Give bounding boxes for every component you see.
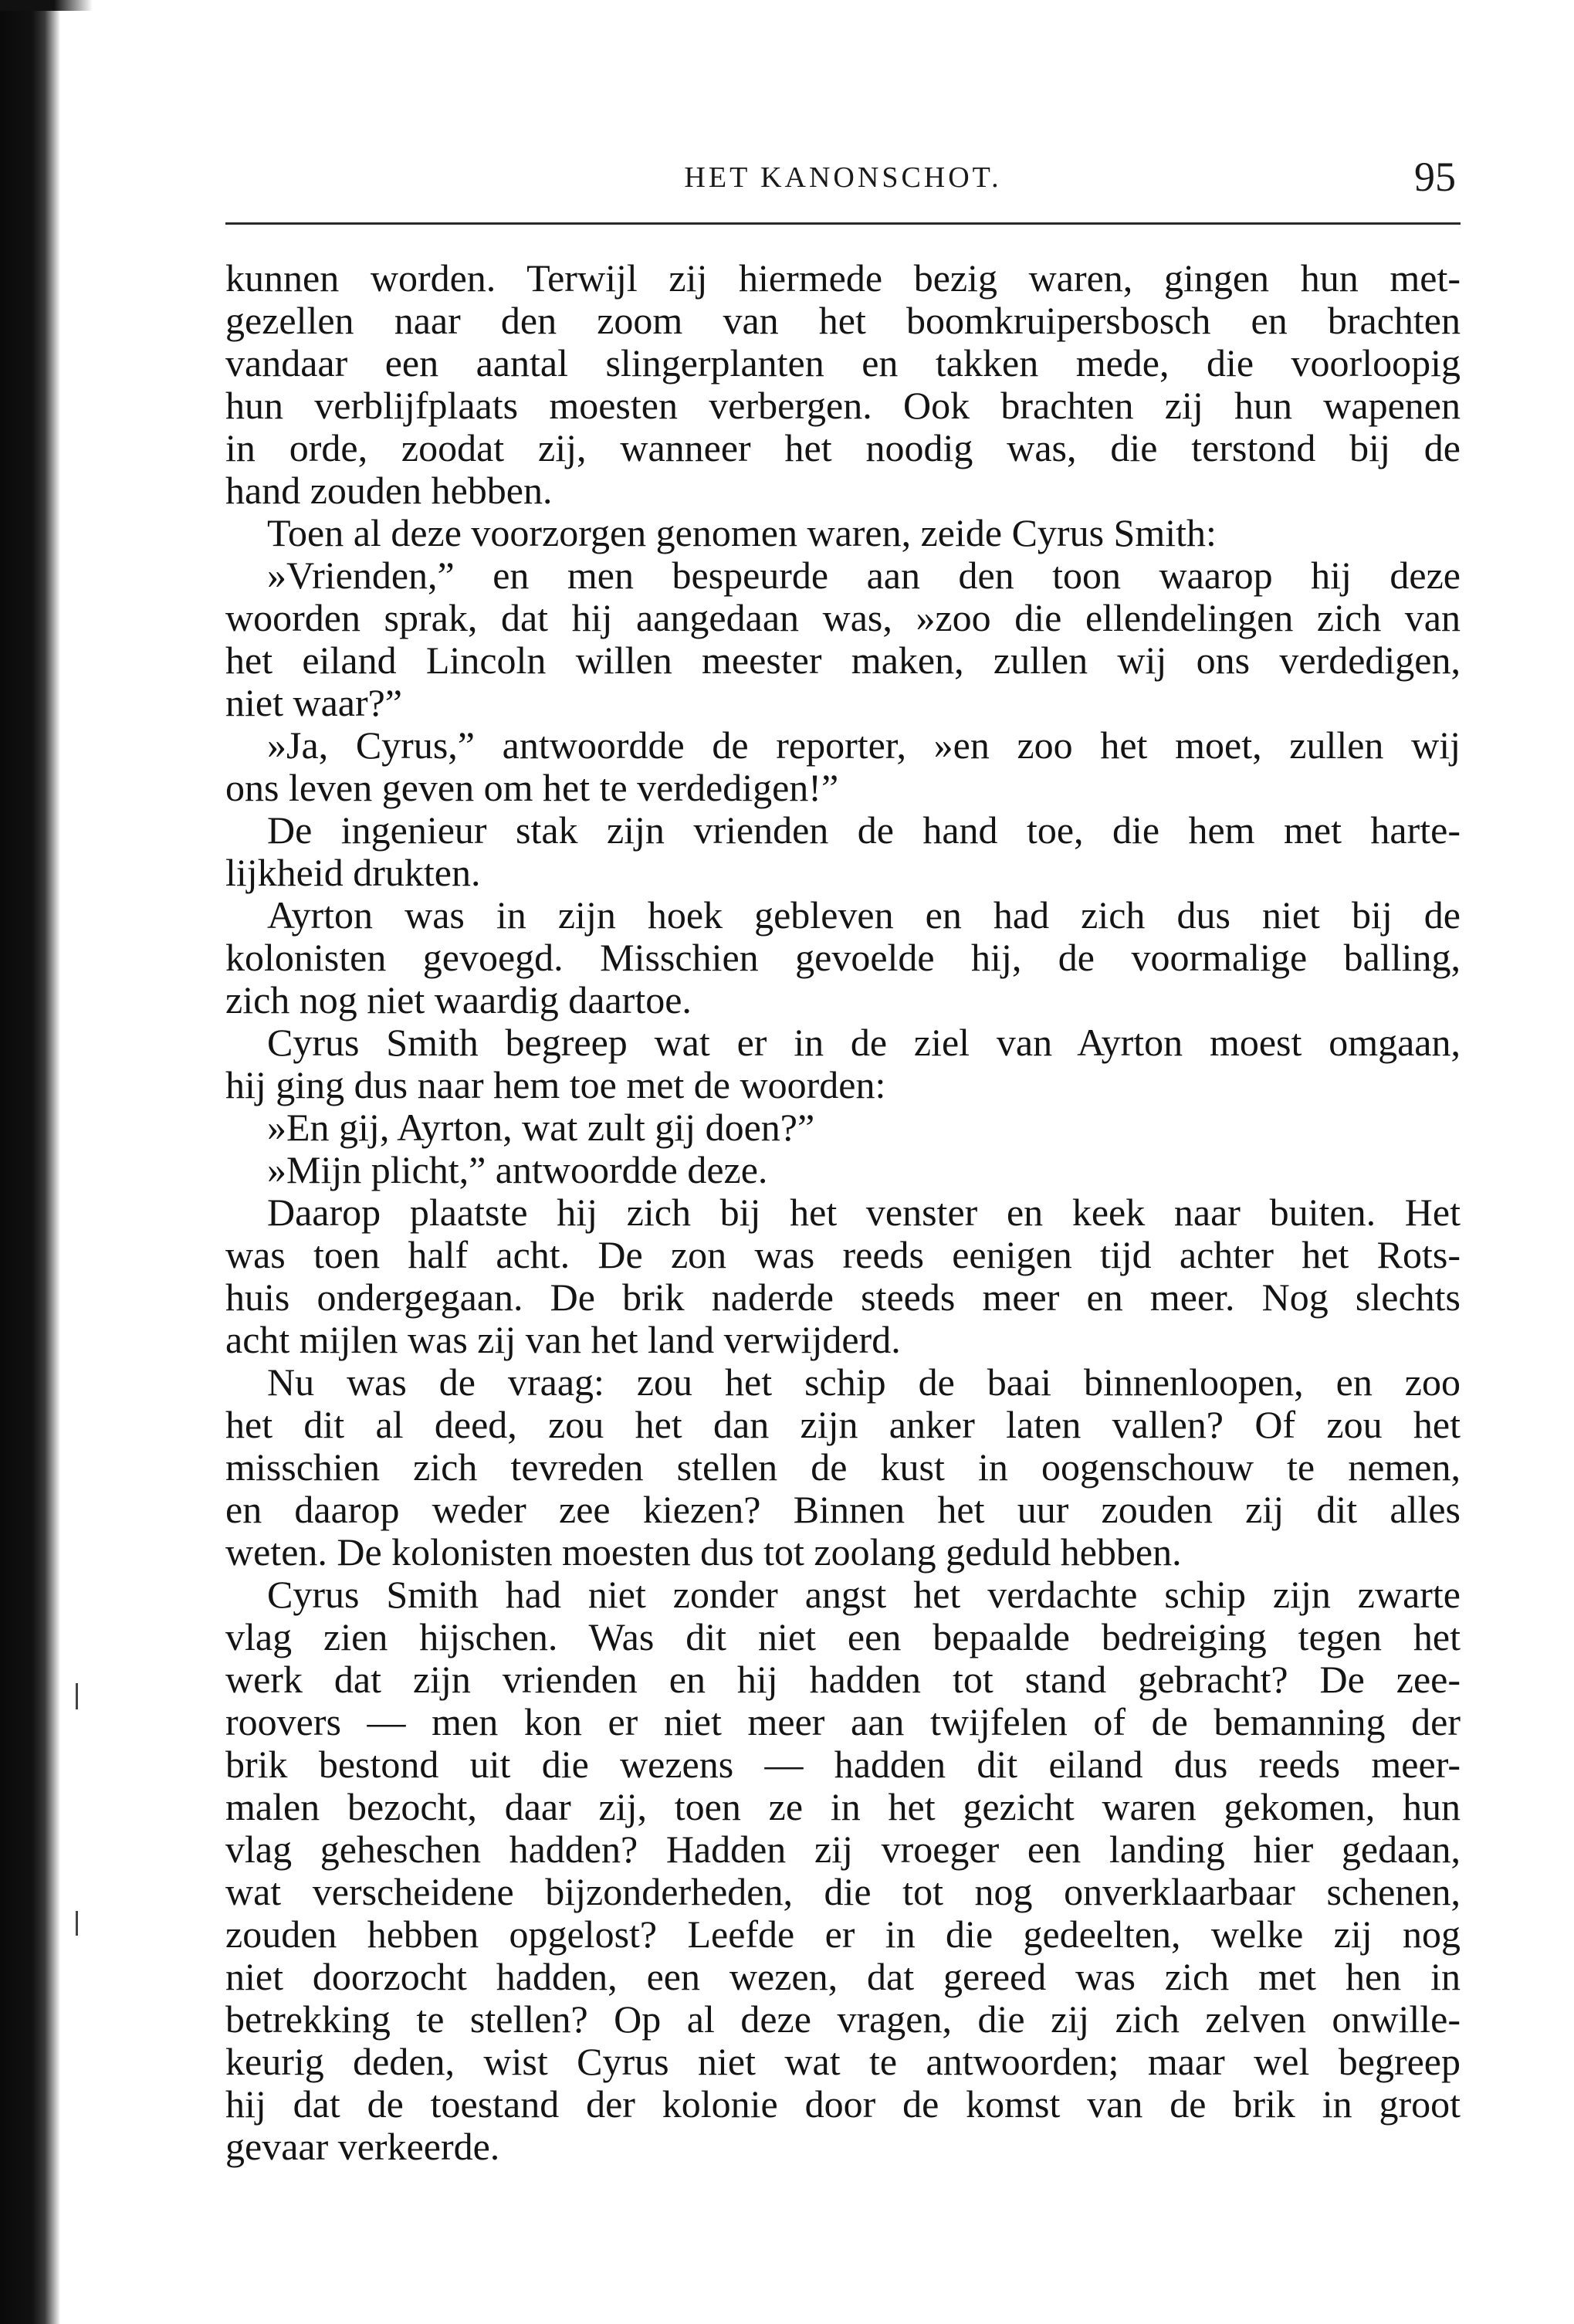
text-line: ons leven geven om het te verdedigen!”: [225, 766, 839, 809]
text-line: keurig deden, wist Cyrus niet wat te antwoorden; maar wel begreep: [225, 2040, 1461, 2083]
text-line: Cyrus Smith begreep wat er in de ziel van Ayrton moest omgaan,: [267, 1021, 1461, 1064]
text-line: malen bezocht, daar zij, toen ze in het gezicht waren gekomen, hun: [225, 1785, 1461, 1828]
text-line: Toen al deze voorzorgen genomen waren, zeide Cyrus Smith:: [267, 511, 1217, 554]
text-line: zouden hebben opgelost? Leefde er in die gedeelten, welke zij nog: [225, 1912, 1461, 1956]
text-line: betrekking te stellen? Op al deze vragen, die zij zich zelven onwille-: [225, 1997, 1461, 2041]
text-line: niet doorzocht hadden, een wezen, dat gereed was zich met hen in: [225, 1955, 1461, 1998]
text-line: was toen half acht. De zon was reeds eenigen tijd achter het Rots-: [225, 1233, 1461, 1276]
text-line: Cyrus Smith had niet zonder angst het verdachte schip zijn zwarte: [267, 1573, 1461, 1616]
text-line: gevaar verkeerde.: [225, 2125, 500, 2168]
text-line: kunnen worden. Terwijl zij hiermede bezig waren, gingen hun met-: [225, 256, 1461, 300]
text-line: niet waar?”: [225, 681, 403, 724]
text-line: roovers — men kon er niet meer aan twijfelen of de bemanning der: [225, 1700, 1461, 1743]
text-line: brik bestond uit die wezens — hadden dit eiland dus reeds meer-: [225, 1743, 1461, 1786]
text-line: vlag geheschen hadden? Hadden zij vroeger een landing hier gedaan,: [225, 1828, 1461, 1871]
text-line: Ayrton was in zijn hoek gebleven en had zich dus niet bij de: [267, 893, 1461, 937]
text-line: De ingenieur stak zijn vrienden de hand toe, die hem met harte-: [267, 808, 1461, 852]
text-line: hij dat de toestand der kolonie door de komst van de brik in groot: [225, 2082, 1461, 2126]
text-line: in orde, zoodat zij, wanneer het noodig was, die terstond bij de: [225, 426, 1461, 469]
text-line: wat verscheidene bijzonderheden, die tot nog onverklaarbaar schenen,: [225, 1870, 1461, 1913]
text-line: misschien zich tevreden stellen de kust in oogenschouw te nemen,: [225, 1445, 1461, 1489]
text-line: »Vrienden,” en men bespeurde aan den toon waarop hij deze: [267, 554, 1461, 597]
text-line: zich nog niet waardig daartoe.: [225, 978, 692, 1021]
text-line: werk dat zijn vrienden en hij hadden tot stand gebracht? De zee-: [225, 1658, 1461, 1701]
text-line: en daarop weder zee kiezen? Binnen het uur zouden zij dit alles: [225, 1488, 1461, 1531]
text-line: hand zouden hebben.: [225, 469, 553, 512]
text-line: kolonisten gevoegd. Misschien gevoelde hij, de voormalige balling,: [225, 936, 1461, 979]
text-line: gezellen naar den zoom van het boomkruipersbosch en brachten: [225, 299, 1461, 342]
text-line: »En gij, Ayrton, wat zult gij doen?”: [267, 1106, 815, 1149]
scan-gutter-shadow: [0, 0, 60, 2324]
page-number: 95: [1414, 154, 1456, 200]
text-line: vlag zien hijschen. Was dit niet een bepaalde bedreiging tegen het: [225, 1615, 1461, 1658]
text-line: »Mijn plicht,” antwoordde deze.: [267, 1148, 768, 1191]
scan-mark: [76, 1683, 78, 1709]
page-header: [224, 153, 1462, 215]
scan-corner-shadow: [0, 0, 93, 11]
text-line: woorden sprak, dat hij aangedaan was, »zoo die ellendelingen zich van: [225, 596, 1461, 639]
text-line: hij ging dus naar hem toe met de woorden:: [225, 1063, 886, 1106]
header-rule: [225, 222, 1461, 225]
text-line: Nu was de vraag: zou het schip de baai binnenloopen, en zoo: [267, 1360, 1461, 1404]
text-line: lijkheid drukten.: [225, 851, 481, 894]
text-line: weten. De kolonisten moesten dus tot zoolang geduld hebben.: [225, 1530, 1182, 1574]
text-line: het eiland Lincoln willen meester maken, zullen wij ons verdedigen,: [225, 639, 1461, 682]
scan-mark: [76, 1911, 78, 1936]
text-line: vandaar een aantal slingerplanten en takken mede, die voorloopig: [225, 341, 1461, 385]
body-text: [225, 257, 1461, 2168]
text-line: huis ondergegaan. De brik naderde steeds meer en meer. Nog slechts: [225, 1275, 1461, 1319]
text-line: hun verblijfplaats moesten verbergen. Ook brachten zij hun wapenen: [225, 384, 1461, 427]
text-line: acht mijlen was zij van het land verwijderd.: [225, 1318, 901, 1361]
text-line: Daarop plaatste hij zich bij het venster en keek naar buiten. Het: [267, 1191, 1461, 1234]
text-line: »Ja, Cyrus,” antwoordde de reporter, »en zoo het moet, zullen wij: [267, 723, 1461, 767]
running-title: HET KANONSCHOT.: [684, 161, 1002, 194]
text-line: het dit al deed, zou het dan zijn anker laten vallen? Of zou het: [225, 1403, 1461, 1446]
